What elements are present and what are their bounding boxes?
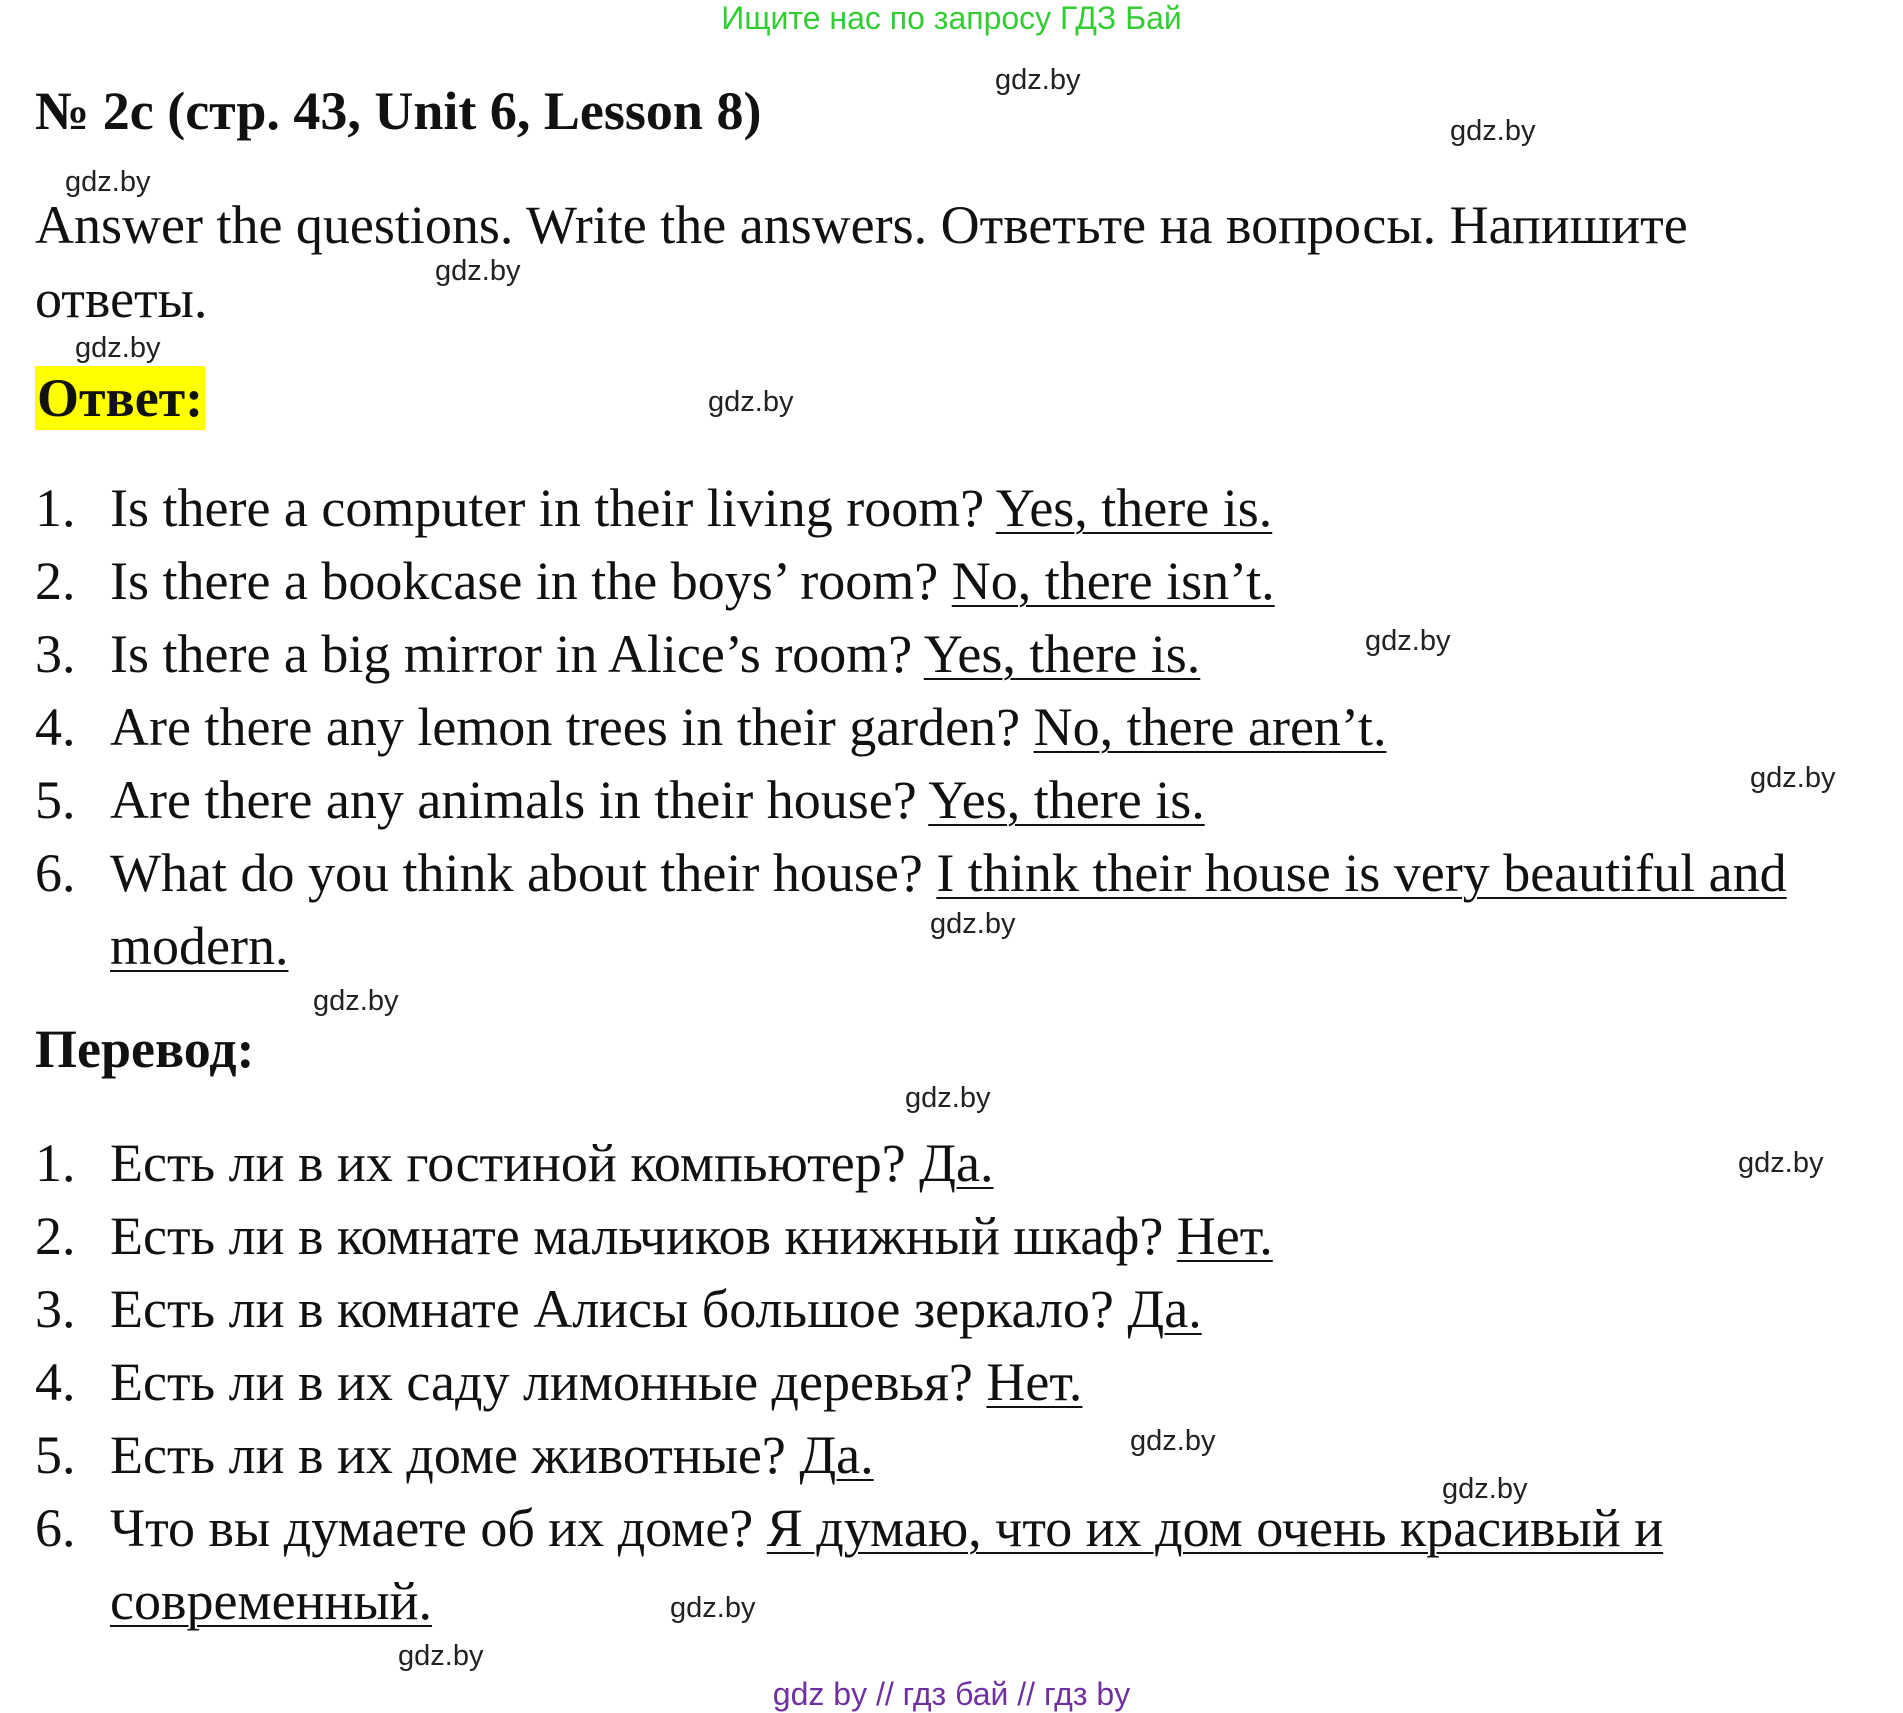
watermark: gdz.by [708, 386, 794, 418]
watermark: gdz.by [435, 255, 521, 287]
watermark: gdz.by [398, 1640, 484, 1672]
watermark: gdz.by [1442, 1473, 1528, 1505]
watermark: gdz.by [1750, 762, 1836, 794]
page-title: № 2с (стр. 43, Unit 6, Lesson 8) [35, 81, 762, 141]
item-number: 1. [35, 1133, 76, 1193]
answer-text: Yes, there is. [923, 624, 1201, 684]
footer-links: gdz by // гдз бай // гдз by [772, 1676, 1131, 1712]
answer-text: Yes, there is. [928, 770, 1205, 830]
question-text: Есть ли в их гостиной компьютер? [110, 1133, 906, 1193]
item-number: 5. [35, 1425, 76, 1485]
watermark: gdz.by [930, 908, 1016, 940]
task-instruction: Answer the questions. Write the answers. Ответьте на вопросы. Напишите ответы. [35, 195, 1688, 329]
list-item [35, 545, 1865, 618]
question-text: Is there a bookcase in the boys’ room? [110, 551, 939, 611]
promo-banner: Ищите нас по запросу ГДЗ Бай [721, 0, 1182, 36]
watermark: gdz.by [313, 985, 399, 1017]
item-number: 1. [35, 478, 76, 538]
answer-text: Нет. [986, 1352, 1083, 1412]
item-number: 3. [35, 1279, 76, 1339]
translation-list [35, 1127, 1865, 1638]
list-item [35, 691, 1865, 764]
item-number: 2. [35, 1206, 76, 1266]
watermark: gdz.by [75, 332, 161, 364]
question-text: Is there a computer in their living room? [110, 478, 985, 538]
answer-text: Yes, there is. [995, 478, 1273, 538]
list-item [35, 764, 1865, 837]
watermark: gdz.by [65, 166, 151, 198]
answer-text: No, there isn’t. [951, 551, 1275, 611]
list-item [35, 1346, 1865, 1419]
question-text: Are there any animals in their house? [110, 770, 917, 830]
list-item [35, 472, 1865, 545]
item-number: 5. [35, 770, 76, 830]
answers-list [35, 472, 1865, 983]
question-text: Что вы думаете об их доме? [110, 1498, 754, 1558]
question-text: Is there a big mirror in Alice’s room? [110, 624, 913, 684]
answer-text: I think their house is very beautiful and modern. [110, 843, 1787, 976]
question-text: Есть ли в их саду лимонные деревья? [110, 1352, 973, 1412]
list-item [35, 1200, 1865, 1273]
answer-text: Да. [799, 1425, 874, 1485]
answer-text: Нет. [1176, 1206, 1273, 1266]
answer-text: Да. [919, 1133, 994, 1193]
watermark: gdz.by [1738, 1147, 1824, 1179]
list-item [35, 1127, 1865, 1200]
watermark: gdz.by [1365, 625, 1451, 657]
watermark: gdz.by [1130, 1425, 1216, 1457]
list-item [35, 1419, 1865, 1492]
item-number: 6. [35, 1498, 76, 1558]
watermark: gdz.by [670, 1592, 756, 1624]
list-item [35, 618, 1865, 691]
item-number: 4. [35, 1352, 76, 1412]
watermark: gdz.by [1450, 115, 1536, 147]
answer-text: Я думаю, что их дом очень красивый и современный. [110, 1498, 1664, 1631]
watermark: gdz.by [905, 1082, 991, 1114]
answer-heading: Ответ: [37, 368, 204, 428]
item-number: 2. [35, 551, 76, 611]
question-text: Есть ли в их доме животные? [110, 1425, 786, 1485]
item-number: 3. [35, 624, 76, 684]
question-text: Есть ли в комнате Алисы большое зеркало? [110, 1279, 1114, 1339]
question-text: What do you think about their house? [110, 843, 923, 903]
item-number: 6. [35, 843, 76, 903]
answer-text: No, there aren’t. [1033, 697, 1387, 757]
list-item [35, 1273, 1865, 1346]
translation-heading: Перевод: [35, 1019, 255, 1079]
question-text: Есть ли в комнате мальчиков книжный шкаф? [110, 1206, 1164, 1266]
item-number: 4. [35, 697, 76, 757]
answer-text: Да. [1127, 1279, 1202, 1339]
watermark: gdz.by [995, 64, 1081, 96]
list-item [35, 1492, 1865, 1638]
question-text: Are there any lemon trees in their garden? [110, 697, 1021, 757]
